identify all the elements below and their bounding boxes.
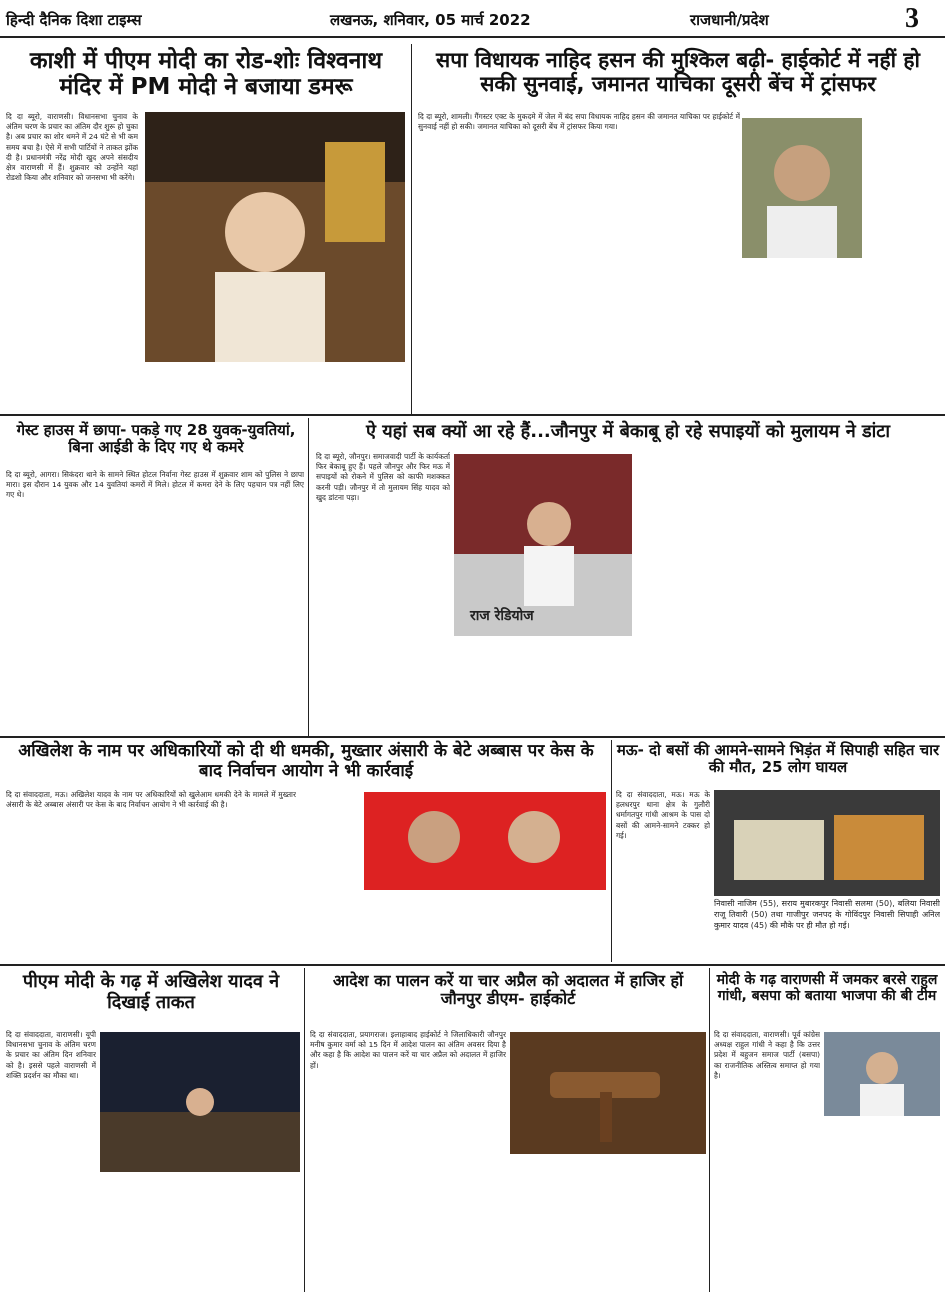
headline-rahul-gandhi-varanasi: मोदी के गढ़ वाराणसी में जमकर बरसे राहुल गांधी, बसपा को बताया भाजपा की बी टीम <box>716 972 938 1005</box>
column-rule <box>304 968 305 1292</box>
photo-mau-bus-collision <box>714 790 940 896</box>
article-body-jaunpur-4 <box>778 452 940 732</box>
article-body-kashi: दि दा ब्यूरो, वाराणसी। विधानसभा चुनाव के अंतिम चरण के प्रचार का अंतिम दौर शुरू हो चुका है। अब प्रचार का शोर थमने में 24 घंटे से भी कम समय बचा है। ऐसे में सभी पार्टियों ने ताकत झोंक दी है। प्रधानमंत्री नरेंद्र मोदी खुद अपने संसदीय क्षेत्र वाराणसी में हैं। शुक्रवार को उन्होंने यहां रोडशो किया और शनिवार को जनसभा भी करेंगे। <box>6 112 138 183</box>
headline-kashi-roadshow: काशी में पीएम मोदी का रोड-शोः विश्वनाथ मंदिर में PM मोदी ने बजाया डमरू <box>29 48 383 101</box>
photo-rahul-svg <box>824 1032 940 1116</box>
article-body-guest-house: दि दा ब्यूरो, आगरा। सिकंदरा थाने के सामने स्थित होटल निर्वाना गेस्ट हाउस में शुक्रवार शाम को पुलिस ने छापा मारा। इस दौरान 14 युवक और 14 युवतियां कमरों में मिले। होटल में कमरा देने के लिए पहचान पत्र नहीं लिए गए थे। <box>6 470 304 500</box>
article-body-sapa-right <box>865 112 939 412</box>
photo-mau-svg <box>714 790 940 896</box>
masthead <box>0 0 945 38</box>
photo-abbas-svg <box>364 792 606 890</box>
article-body-rahul: दि दा संवाददाता, वाराणसी। पूर्व कांग्रेस अध्यक्ष राहुल गांधी ने कहा है कि उत्तर प्रदेश में बहुजन समाज पार्टी (बसपा) का राजनीतिक अस्तित्व समाप्त हो गया है। <box>714 1030 820 1080</box>
caption-mau: निवासी नाजिम (55), सराय मुबारकपुर निवासी सलमा (50), बलिया निवासी राजू तिवारी (50) तथा गाजीपुर जनपद के गोविंदपुर निवासी सिपाही अनिल कुमार यादव (45) की मौके पर ही मौत हो गई। <box>714 899 940 930</box>
article-body-kashi-continued <box>145 368 405 412</box>
article-body-court-2 <box>510 1158 706 1290</box>
article-body-jaunpur-3 <box>636 452 774 732</box>
article-body-mukhtar-3 <box>364 894 606 960</box>
article-body-mau: दि दा संवाददाता, मऊ। मऊ के हलधरपुर थाना क्षेत्र के गुलौरी धर्मागतपुर गांधी आश्रम के पास दो बसों की आमने-सामने टक्कर हो गई। <box>616 790 710 840</box>
headline-jaunpur-dm-highcourt: आदेश का पालन करें या चार अप्रैल को अदालत में हाजिर हों जौनपुर डीएम- हाईकोर्ट <box>332 971 684 1009</box>
section-rule <box>0 736 945 738</box>
article-body-rahul-2 <box>714 1154 940 1290</box>
photo-court-gavel <box>510 1032 706 1154</box>
headline-mau-bus-accident: मऊ- दो बसों की आमने-सामने भिड़ंत में सिपाही सहित चार की मौत, 25 लोग घायल <box>616 741 940 777</box>
column-rule <box>411 44 412 414</box>
column-rule <box>709 968 710 1292</box>
dateline: लखनऊ, शनिवार, 05 मार्च 2022 <box>330 11 531 29</box>
paper-name: हिन्दी दैनिक दिशा टाइम्स <box>6 11 142 29</box>
photo-kashi-modi-damru <box>145 112 405 362</box>
photo-kashi-svg <box>145 112 405 362</box>
section-rule <box>0 414 945 416</box>
headline-jaunpur-mulayam: ऐ यहां सब क्यों आ रहे हैं...जौनपुर में बेकाबू हो रहे सपाइयों को मुलायम ने डांटा <box>365 421 891 442</box>
article-body-sapa: दि दा ब्यूरो, शामली। गैंगस्टर एक्ट के मुकदमे में जेल में बंद सपा विधायक नाहिद हसन की जमानत याचिका पर हाईकोर्ट में सुनवाई नहीं हो सकी। जमानत याचिका को दूसरी बेंच में ट्रांसफर किया गया। <box>418 112 740 132</box>
photo-overlay-banner-text: राज रेडियोज <box>470 608 534 624</box>
photo-nahid-svg <box>742 118 862 258</box>
article-body-akhilesh-varanasi: दि दा संवाददाता, वाराणसी। यूपी विधानसभा चुनाव के अंतिम चरण के प्रचार का अंतिम दिन शनिवार को है। इससे पहले वाराणसी में शक्ति प्रदर्शन का मौका था। <box>6 1030 96 1080</box>
headline-mukhtar-abbas: अखिलेश के नाम पर अधिकारियों को दी थी धमकी, मुख्तार अंसारी के बेटे अब्बास पर केस के बाद निर्वाचन आयोग ने भी कार्रवाई <box>18 741 594 781</box>
page-number: 3 <box>905 3 919 34</box>
article-body-court: दि दा संवाददाता, प्रयागराज। इलाहाबाद हाईकोर्ट ने जिलाधिकारी जौनपुर मनीष कुमार वर्मा को 15 दिन में आदेश पालन का अंतिम अवसर दिया है और कहा है कि आदेश का पालन करें या चार अप्रैल को अदालत में हाजिर हों। <box>310 1030 506 1070</box>
section-name: राजधानी/प्रदेश <box>690 11 769 29</box>
headline-akhilesh-varanasi: पीएम मोदी के गढ़ में अखिलेश यादव ने दिखाई ताकत <box>22 971 280 1013</box>
photo-nahid-hasan <box>742 118 862 258</box>
headline-sapa-nahid-hasan: सपा विधायक नाहिद हसन की मुश्किल बढ़ी- हाईकोर्ट में नहीं हो सकी सुनवाई, जमानत याचिका दूसरी बेंच में ट्रांसफर <box>436 48 920 97</box>
article-body-mukhtar-2 <box>300 790 360 960</box>
article-body-jaunpur: दि दा ब्यूरो, जौनपुर। समाजवादी पार्टी के कार्यकर्ता फिर बेकाबू हुए हैं। पहले जौनपुर और फिर मऊ में सपाइयों को रोकने में पुलिस को काफी मशक्कत करनी पड़ी। जौनपुर में तो मुलायम सिंह यादव को खुद डांटना पड़ा। <box>316 452 450 502</box>
article-body-jaunpur-2 <box>454 640 632 732</box>
article-body-mukhtar: दि दा संवाददाता, मऊ। अखिलेश यादव के नाम पर अधिकारियों को खुलेआम धमकी देने के मामले में मुख्तार अंसारी के बेटे अब्बास अंसारी पर केस के बाद निर्वाचन आयोग ने भी कार्रवाई की है। <box>6 790 296 810</box>
photo-rahul-gandhi <box>824 1032 940 1116</box>
column-rule <box>611 740 612 962</box>
photo-gavel-svg <box>510 1032 706 1154</box>
section-rule <box>0 964 945 966</box>
photo-abbas-akhilesh <box>364 792 606 890</box>
headline-guest-house-raid: गेस्ट हाउस में छापा- पकड़े गए 28 युवक-युवतियां, बिना आईडी के दिए गए थे कमरे <box>16 421 296 457</box>
column-rule <box>308 418 309 736</box>
photo-akhilesh-svg <box>100 1032 300 1172</box>
article-body-akhilesh-varanasi-2 <box>100 1176 300 1290</box>
photo-akhilesh-roadshow <box>100 1032 300 1172</box>
